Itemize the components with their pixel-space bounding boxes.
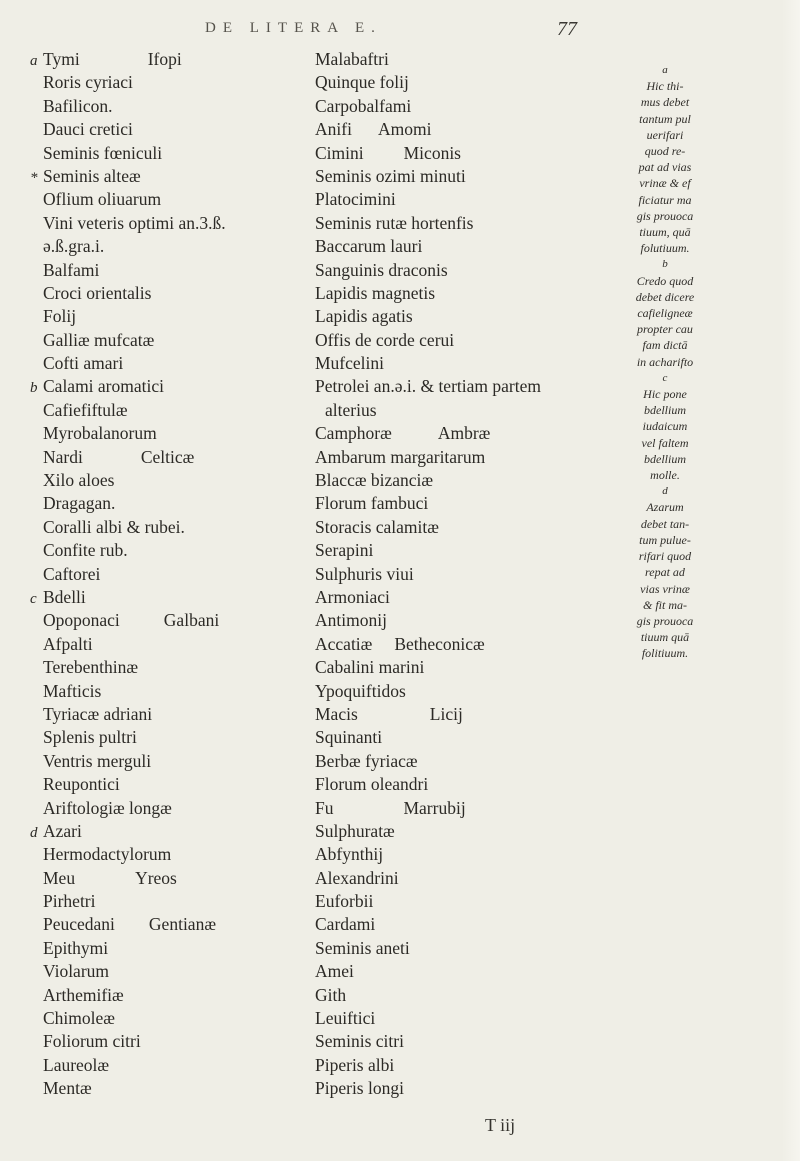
ingredient-name: Ambarum margaritarum [315,446,486,467]
left-ingredient-column [30,48,280,1101]
ingredient-line [30,71,280,94]
ingredient-name: Opoponaci [43,610,120,631]
ingredient-name: Pirhetri [43,891,96,912]
ingredient-line [315,165,615,188]
ingredient-name-second: Ambræ [437,423,491,444]
ingredient-line [315,118,615,141]
margin-note [620,370,710,483]
ingredient-line [315,492,615,515]
ingredient-line [315,212,615,235]
ingredient-name: Leuiftici [315,1008,376,1029]
ingredient-line [315,329,615,352]
ingredient-name: Coralli albi & rubei. [43,516,185,537]
ingredient-name-second: Amomi [377,119,432,140]
margin-note-line: bdellium [644,403,686,418]
ingredient-line [30,118,280,141]
ingredient-line [30,352,280,375]
ingredient-name: Seminis aneti [315,937,410,958]
ingredient-line [30,984,280,1007]
ingredient-name: Hermodactylorum [43,844,172,865]
margin-note-line: tantum pul [639,111,691,126]
margin-note-line: gis prouoca [636,208,694,223]
ingredient-line [30,843,280,866]
ingredient-name: Carpobalfami [315,95,412,116]
margin-note-line: rifari quod [638,549,692,564]
margin-note-key: c [662,371,668,384]
ingredient-name: Bdelli [43,586,86,607]
ingredient-line [315,960,615,983]
ingredient-line [315,142,615,165]
ingredient-name: Euforbii [315,891,374,912]
ingredient-line [315,305,615,328]
margin-note-line: tum pulue- [639,532,691,547]
ingredient-line [30,235,280,258]
ingredient-line [315,188,615,211]
ingredient-line [315,422,615,445]
ingredient-line [30,773,280,796]
ingredient-line [315,399,615,422]
ingredient-name-second: Marrubij [403,797,466,818]
ingredient-name: Cabalini marini [315,657,425,678]
ingredient-name: Confite rub. [43,540,128,561]
ingredient-line [30,1030,280,1053]
ingredient-line [315,586,615,609]
ingredient-line [30,329,280,352]
ingredient-name: Serapini [315,540,374,561]
ingredient-line [315,48,615,71]
ingredient-line [30,960,280,983]
ingredient-name: Reupontici [43,774,120,795]
ingredient-name: Sulphuris viui [315,563,414,584]
margin-note-key: b [662,258,668,271]
ingredient-line [30,259,280,282]
ingredient-line [315,1077,615,1100]
ingredient-line [30,1054,280,1077]
ingredient-line [30,1077,280,1100]
margin-note-line: debet tan- [640,516,690,531]
running-title: DE LITERA E. [205,20,382,36]
ingredient-name: Seminis rutæ hortenfis [315,212,474,233]
ingredient-line [315,843,615,866]
ingredient-line [30,48,280,71]
ingredient-name: Bafilicon. [43,95,113,116]
ingredient-name: Xilo aloes [43,470,115,491]
ingredient-name: Malabaftri [315,49,389,69]
ingredient-line [30,586,280,609]
ingredient-name: Tymi [43,49,80,69]
note-marker: * [30,169,38,186]
middle-ingredient-column [315,48,615,1101]
ingredient-name: Seminis fœniculi [43,142,163,163]
ingredient-line [30,609,280,632]
ingredient-name: Mafticis [43,680,102,701]
ingredient-line [315,469,615,492]
ingredient-line [30,516,280,539]
ingredient-name: Petrolei an.ə.i. & tertiam partem [315,376,541,397]
ingredient-line [315,773,615,796]
ingredient-name: Terebenthinæ [43,657,138,678]
ingredient-line [315,95,615,118]
ingredient-name: Seminis citri [315,1031,404,1052]
ingredient-name: Fu [315,797,334,818]
margin-note-key: d [662,485,668,498]
ingredient-line [30,212,280,235]
margin-note-line: quod re- [644,144,686,159]
ingredient-line [315,235,615,258]
ingredient-name: Roris cyriaci [43,72,133,93]
ingredient-line [315,259,615,282]
ingredient-line [30,750,280,773]
ingredient-line [315,516,615,539]
ingredient-name: Florum fambuci [315,493,429,514]
margin-note-line: fam dictā [642,338,688,353]
ingredient-line [30,142,280,165]
ingredient-line [315,726,615,749]
margin-note [620,256,710,369]
margin-note-line: tiuum, quā [639,225,691,240]
ingredient-name: Balfami [43,259,100,280]
ingredient-name: Cardami [315,914,376,935]
ingredient-name: Tyriacæ adriani [43,703,153,724]
note-marker: b [30,380,38,397]
margin-note-line: Hic thi- [646,79,684,94]
ingredient-name: Ariftologiæ longæ [43,797,172,818]
ingredient-name: Armoniaci [315,586,390,607]
margin-note-line: folutiuum. [640,241,690,256]
ingredient-name: Quinque folij [315,72,409,93]
ingredient-name: Galliæ mufcatæ [43,329,155,350]
margin-note-line: debet dicere [635,289,695,304]
ingredient-line [315,282,615,305]
margin-note-line: ficiatur ma [638,192,692,207]
ingredient-name: Platocimini [315,189,396,210]
ingredient-line [315,890,615,913]
margin-note-line: vrinæ & ef [639,176,691,191]
ingredient-name: Folij [43,306,77,327]
marginal-notes [620,62,710,662]
ingredient-name: Meu [43,867,76,888]
ingredient-line [315,913,615,936]
note-marker: c [30,590,37,607]
ingredient-line [315,820,615,843]
ingredient-name: alterius [325,399,377,420]
margin-note-line: cafieligneæ [637,306,693,321]
ingredient-name: Splenis pultri [43,727,137,748]
ingredient-name: Violarum [43,961,110,982]
ingredient-line [315,680,615,703]
ingredient-name: Seminis ozimi minuti [315,165,466,186]
ingredient-name-second: Miconis [403,142,461,163]
ingredient-line [30,680,280,703]
ingredient-name: Ventris merguli [43,750,152,771]
page-number: 77 [557,18,577,40]
note-marker: d [30,824,38,841]
margin-note [620,483,710,661]
ingredient-name: Croci orientalis [43,282,152,303]
margin-note-line: Azarum [646,500,684,515]
ingredient-line [315,609,615,632]
ingredient-line [315,446,615,469]
ingredient-line [315,797,615,820]
ingredient-name: Epithymi [43,937,109,958]
ingredient-line [30,95,280,118]
margin-note-line: bdellium [644,451,686,466]
margin-note [620,62,710,256]
ingredient-name: Chimoleæ [43,1008,115,1029]
margin-note-line: & fit ma- [643,597,687,612]
ingredient-name: Piperis longi [315,1078,404,1099]
ingredient-line [30,469,280,492]
ingredient-name: Dragagan. [43,493,116,514]
margin-note-line: gis prouoca [636,613,694,628]
margin-note-line: tiuum quā [640,630,690,645]
ingredient-name: Sanguinis draconis [315,259,448,280]
ingredient-line [30,867,280,890]
ingredient-line [30,282,280,305]
ingredient-line [30,820,280,843]
ingredient-name: Cafiefiftulæ [43,399,128,420]
ingredient-name: Calami aromatici [43,376,164,397]
ingredient-line [30,937,280,960]
ingredient-name-second: Licij [429,703,463,724]
ingredient-name: Ypoquiftidos [315,680,406,701]
ingredient-line [30,797,280,820]
ingredient-name: Cimini [315,142,364,163]
ingredient-line [30,633,280,656]
ingredient-line [315,1030,615,1053]
margin-note-line: Hic pone [643,387,687,402]
ingredient-line [30,890,280,913]
signature-mark: T iij [485,1115,516,1135]
ingredient-name: Macis [315,703,358,724]
ingredient-name: Mufcelini [315,353,385,374]
ingredient-name: Florum oleandri [315,774,429,795]
ingredient-line [30,563,280,586]
ingredient-name: Blaccæ bizanciæ [315,470,434,491]
ingredient-name: Amei [315,961,354,982]
ingredient-name: Dauci cretici [43,119,133,140]
ingredient-line [30,656,280,679]
ingredient-line [315,937,615,960]
ingredient-name: Arthemifiæ [43,984,124,1005]
ingredient-name: Azari [43,820,82,841]
ingredient-name-second: Celticæ [140,446,195,467]
ingredient-name: Myrobalanorum [43,423,157,444]
ingredient-line [315,1007,615,1030]
margin-note-line: Credo quod [636,273,694,288]
ingredient-name-second: Betheconicæ [394,633,485,654]
ingredient-name: Accatiæ [315,633,373,654]
ingredient-name: Laureolæ [43,1054,110,1075]
ingredient-name: Peucedani [43,914,115,935]
ingredient-name: Caftorei [43,563,101,584]
note-marker: a [30,53,38,69]
ingredient-line [315,375,615,398]
ingredient-line [30,913,280,936]
ingredient-line [315,984,615,1007]
ingredient-name: Nardi [43,446,83,467]
ingredient-line [30,165,280,188]
ingredient-name: Antimonij [315,610,387,631]
ingredient-name: Baccarum lauri [315,236,423,257]
ingredient-name: Lapidis agatis [315,306,413,327]
ingredient-line [315,539,615,562]
ingredient-line [30,188,280,211]
margin-note-line: repat ad [645,565,685,580]
ingredient-name: Piperis albi [315,1054,395,1075]
ingredient-name-second: Yreos [135,867,177,888]
page-edge [782,0,800,1161]
ingredient-name: Seminis alteæ [43,165,141,186]
ingredient-name: Afpalti [43,633,93,654]
ingredient-name: Offis de corde cerui [315,329,455,350]
ingredient-name: Sulphuratæ [315,820,395,841]
ingredient-line [30,399,280,422]
ingredient-name: Berbæ fyriacæ [315,750,418,771]
margin-note-line: in acharifto [636,354,694,369]
margin-note-line: molle. [650,468,680,483]
ingredient-line [315,563,615,586]
ingredient-name: Lapidis magnetis [315,282,436,303]
ingredient-name-second: Ifopi [147,49,182,69]
ingredient-name: Anifi [315,119,352,140]
ingredient-name: Squinanti [315,727,383,748]
ingredient-line [315,656,615,679]
ingredient-line [315,867,615,890]
margin-note-key: a [662,64,668,76]
margin-note-line: folitiuum. [641,646,689,661]
ingredient-line [30,305,280,328]
ingredient-line [30,375,280,398]
margin-note-line: mus debet [640,95,690,110]
ingredient-name: Mentæ [43,1078,92,1099]
ingredient-line [30,539,280,562]
ingredient-name: Camphoræ [315,423,392,444]
ingredient-line [315,1054,615,1077]
ingredient-line [30,1007,280,1030]
ingredient-line [30,726,280,749]
ingredient-name: Gith [315,984,347,1005]
ingredient-line [30,492,280,515]
ingredient-line [30,422,280,445]
ingredient-name-second: Galbani [163,610,220,631]
ingredient-line [30,703,280,726]
margin-note-line: iudaicum [642,419,688,434]
ingredient-name: Vini veteris optimi an.3.ß. [43,212,226,233]
margin-note-line: vias vrinæ [640,581,690,596]
ingredient-name: Abfynthij [315,844,384,865]
ingredient-line [315,633,615,656]
ingredient-line [315,352,615,375]
ingredient-name: Storacis calamitæ [315,516,439,537]
margin-note-line: vel faltem [641,435,689,450]
ingredient-name: Alexandrini [315,867,399,888]
ingredient-line [315,703,615,726]
ingredient-name: Foliorum citri [43,1031,141,1052]
ingredient-line [30,446,280,469]
ingredient-line [315,750,615,773]
ingredient-name-second: Gentianæ [148,914,216,935]
ingredient-name: ə.ß.gra.i. [43,236,105,257]
ingredient-name: Oflium oliuarum [43,189,162,210]
margin-note-line: uerifari [646,127,684,142]
ingredient-name: Cofti amari [43,353,124,374]
margin-note-line: pat ad vias [638,160,692,175]
ingredient-line [315,71,615,94]
margin-note-line: propter cau [637,322,693,337]
